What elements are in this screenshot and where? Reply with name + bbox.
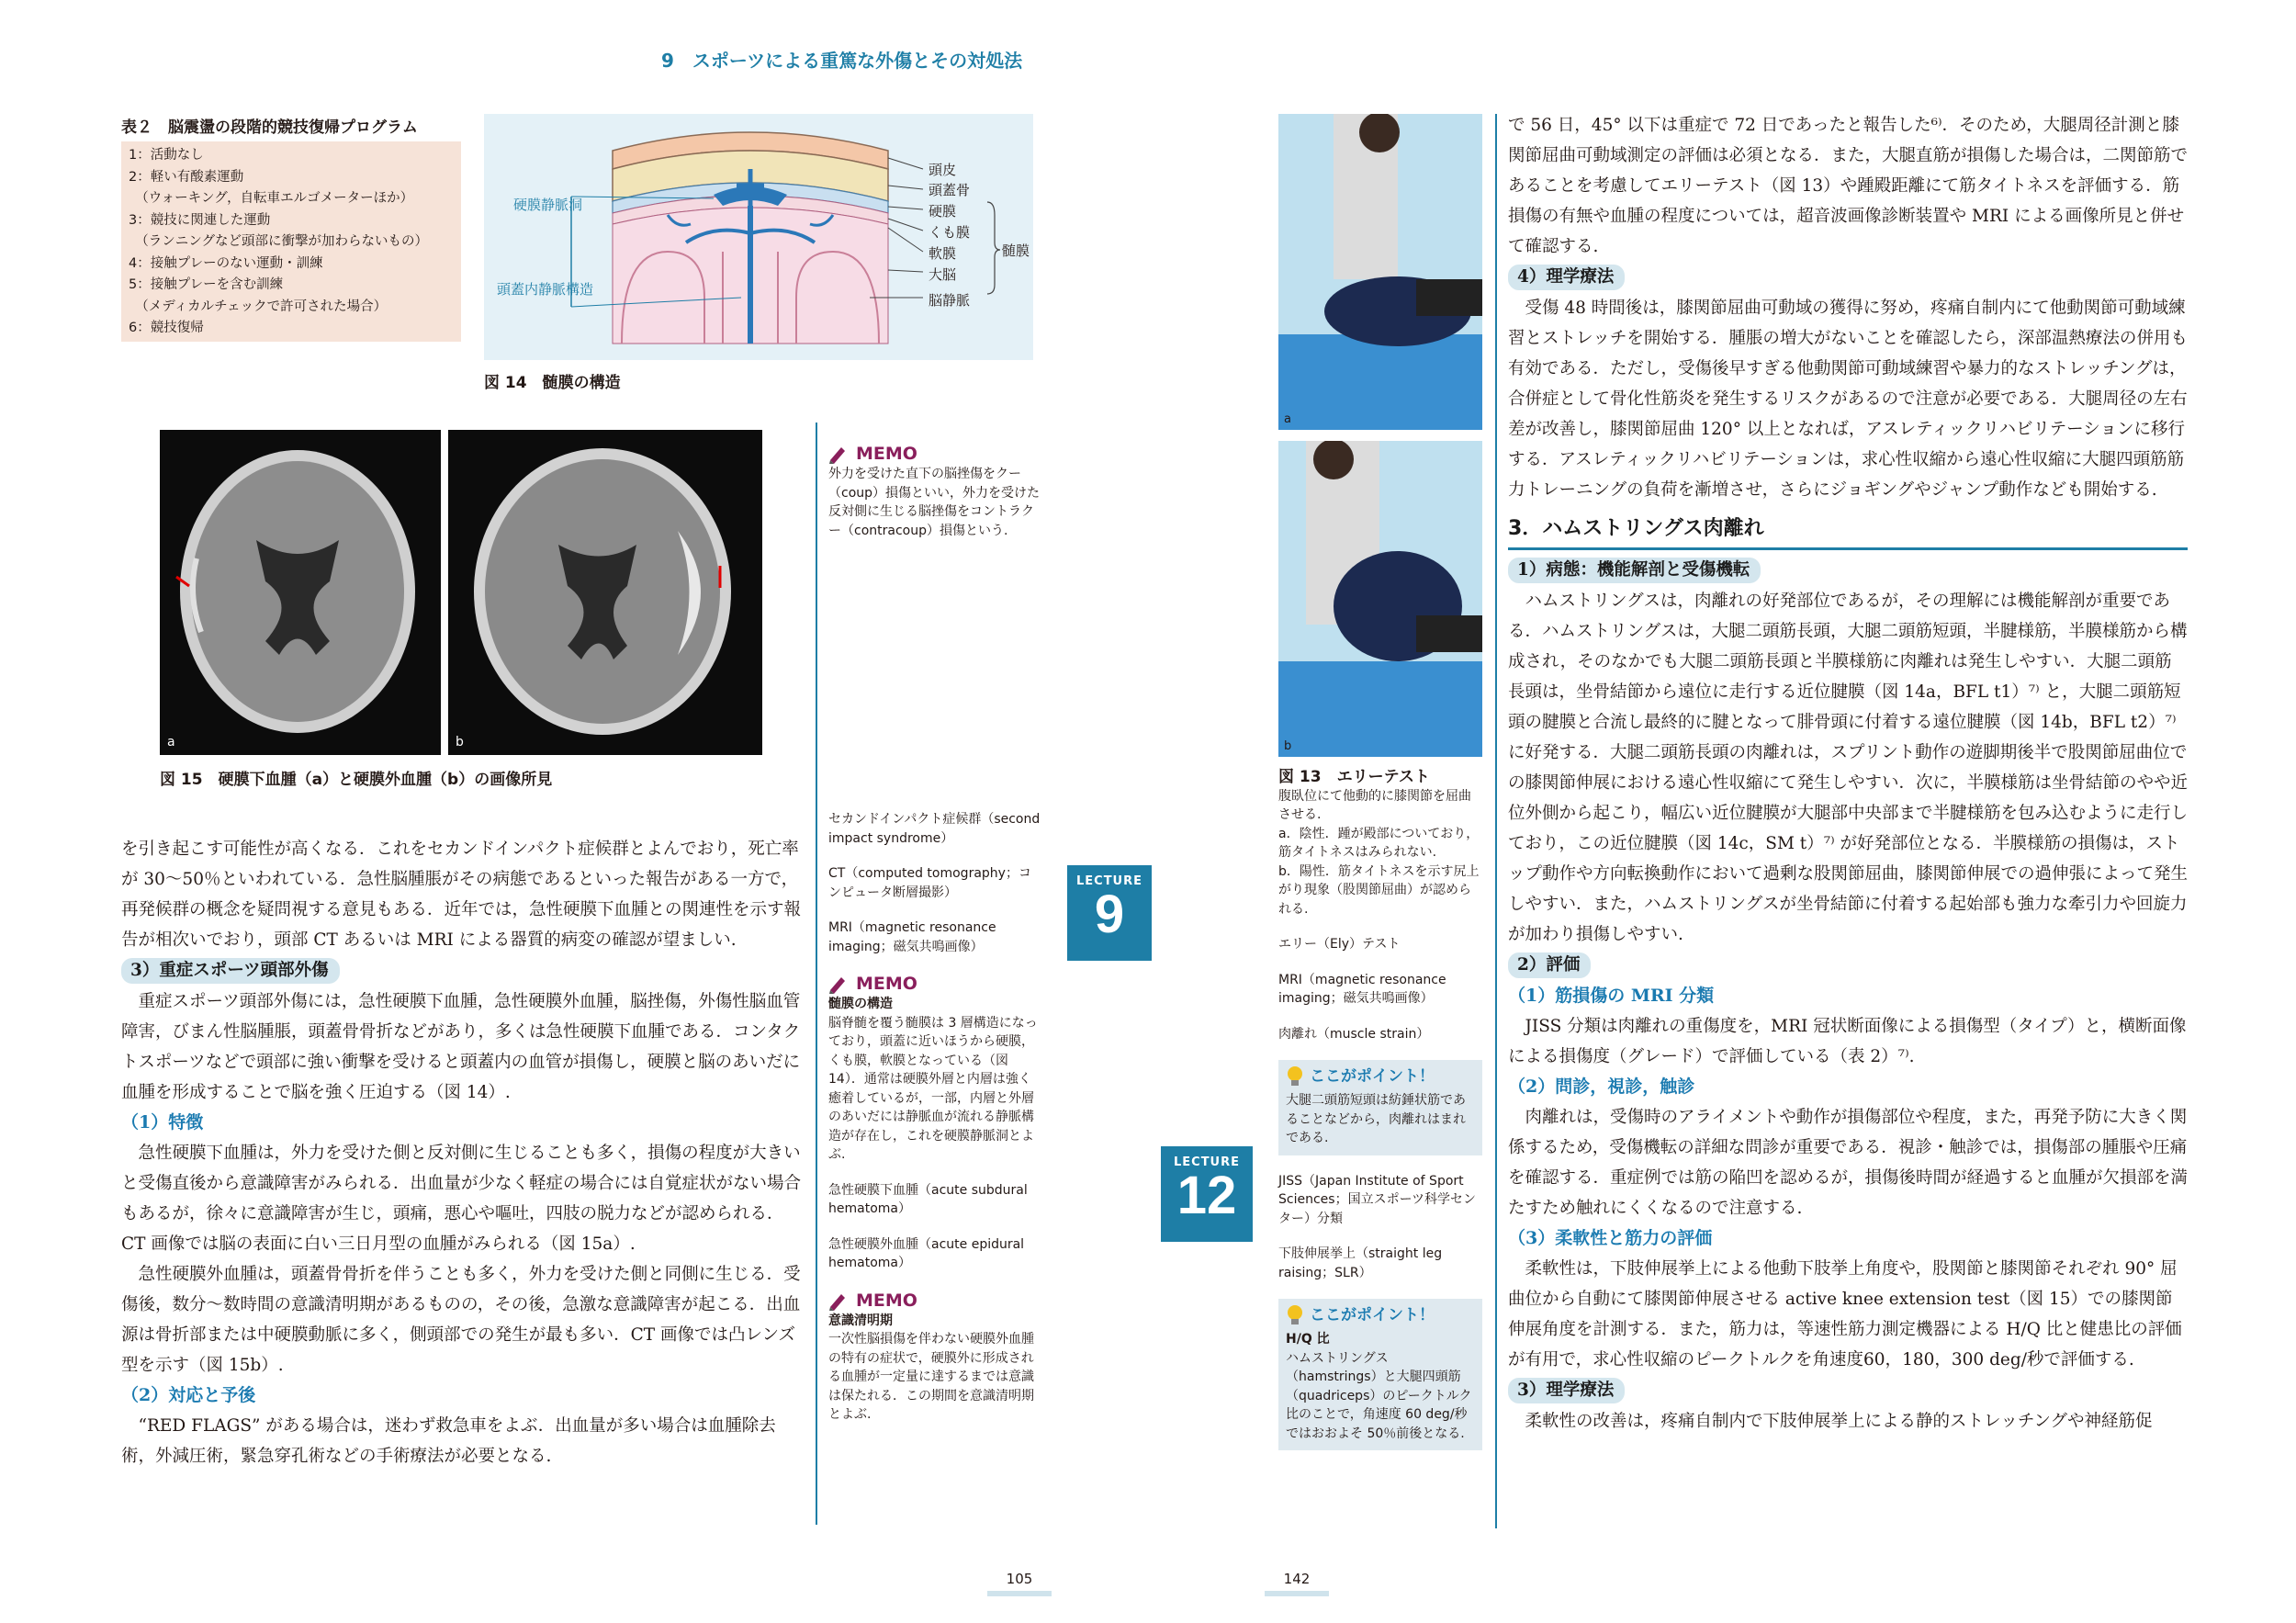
label-arachnoid: くも膜 (929, 224, 971, 241)
left-side-column (828, 443, 1041, 557)
label-dural-sinus: 硬膜静脈洞 (513, 197, 583, 213)
left-side-column-lower (828, 810, 1041, 1441)
chapter-title: 3．ハムストリングス肉離れ (1508, 517, 1764, 540)
memo-pen-icon (828, 974, 850, 994)
paragraph: 急性硬膜下血腫は，外力を受けた側と反対側に生じることも多く，損傷の程度が大きいと受傷直後から意識障害がみられる．出血量が少なく軽症の場合には自覚症状がない場合もあるが，徐々に意識障害が生じ，頭痛，悪心や嘔吐，四肢の脱力などが認められる．CT 画像では脳の表面に白い三日月型の血腫がみられる（図 15a）. (121, 1144, 802, 1254)
side-term: エリー（Ely）テスト (1278, 937, 1401, 952)
photo-a-label: a (1284, 412, 1291, 426)
lecture-label: LECTURE (1173, 1155, 1241, 1169)
memo-title: MEMO (828, 1290, 1041, 1312)
figure-13-item: a．陰性．踵が殿部についており，筋タイトネスはみられない. (1278, 826, 1480, 860)
memo-title: MEMO (828, 973, 1041, 995)
lecture-label: LECTURE (1075, 874, 1143, 888)
paragraph: 重症スポーツ頭部外傷には，急性硬膜下血腫，急性硬膜外血腫，脳挫傷，外傷性脳血管障害，びまん性脳腫脹，頭蓋骨骨折などがあり，多くは急性硬膜下血腫である．コンタクトスポーツなどで頭部に強い衝撃を受けると頭蓋内の血管が損傷し，硬膜と脳のあいだに血腫を形成することで脳を強く圧迫する（図 14）. (121, 992, 801, 1102)
table-row: （メディカルチェックで許可された場合） (129, 299, 388, 314)
side-term: 肉離れ（muscle strain） (1278, 1026, 1430, 1042)
paragraph: ハムストリングスは，肉離れの好発部位であるが，その理解には機能解剖が重要である．ハムストリングスは，大腿二頭筋長頭，大腿二頭筋短頭，半腱様筋，半膜様筋から構成され，そのなかでも大腿二頭筋長頭と半膜様筋に肉離れは発生しやすい．大腿二頭筋長頭は，坐骨結節から遠位に走行する近位腱膜（図 14a，BFL t1）⁷⁾ と，大腿二頭筋短頭の腱膜と合流し最終的に腱となって腓骨頭に付着する遠位腱膜（図 14b，BFL t2）⁷⁾ に好発する．大腿二頭筋長頭の肉離れは，スプリント動作の遊脚期後半で股関節屈曲位での膝関節伸展における遠心性収縮にて発生しやすい．次に，半膜様筋は坐骨結節のやや近位外側から起こり，幅広い近位腱膜が大腿部中央部まで半腱様筋を包み込むように走行しており，この近位腱膜（図 14c，SM t）⁷⁾ が好発部位となる．半膜様筋の損傷は，ストップ動作や方向転換動作において過剰な股関節屈曲，膝関節伸展での過伸張によって発生しやすい．また，ハムストリングスが坐骨結節に付着する起始部も強力な牽引力や回旋力が加わり損傷しやすい. (1508, 592, 2189, 944)
paragraph: JISS 分類は肉離れの重傷度を，MRI 冠状断面像による損傷型（タイプ）と，横断面像による損傷度（グレード）で評価している（表 2）⁷⁾. (1508, 1017, 2187, 1066)
lecture-number: 12 (1176, 1166, 1237, 1225)
point-subtitle: H/Q 比 (1286, 1332, 1330, 1347)
subsection-heading: （3）柔軟性と筋力の評価 (1508, 1228, 1713, 1248)
figure-13 (1278, 114, 1482, 757)
memo-text: 一次性脳損傷を伴わない硬膜外血腫の特有の症状で，硬膜外に形成される血腫が一定量に達するまでは意識は保たれる．この期間を意識清明期とよぶ. (828, 1332, 1034, 1422)
paragraph: を引き起こす可能性が高くなる．これをセカンドインパクト症候群とよんでおり，死亡率が 30〜50％といわれている．急性脳腫脹がその病態であるといった報告がある一方で，再発候群の概念を疑問視する意見もある．近年では，急性硬膜下血腫との関連性を示す報告が相次いでおり，頭部 CT あるいは MRI による器質的病変の確認が望ましい. (121, 840, 802, 950)
label-scalp: 頭皮 (929, 162, 957, 178)
subsection-heading: （1）特徴 (121, 1112, 204, 1133)
side-term: MRI（magnetic resonance imaging；磁気共鳴画像） (828, 920, 996, 954)
figure-15 (160, 430, 762, 755)
lightbulb-icon (1286, 1065, 1304, 1088)
ct-image-b (448, 430, 762, 755)
subsection-heading: （1）筋損傷の MRI 分類 (1508, 986, 1715, 1006)
figure-15-caption: 図 15 硬膜下血腫（a）と硬膜外血腫（b）の画像所見 (160, 771, 553, 789)
paragraph: 急性硬膜外血腫は，頭蓋骨骨折を伴うことも多く，外力を受けた側と同側に生じる．受傷後，数分〜数時間の意識清明期があるものの，その後，急激な意識障害が起こる．出血源は骨折部または中硬膜動脈に多く，側頭部での発生が最も多い．CT 画像では凸レンズ型を示す（図 15b）. (121, 1265, 801, 1375)
label-dura: 硬膜 (929, 203, 957, 220)
label-cerebrum: 大脳 (929, 266, 957, 283)
table-row: 1：活動なし (129, 148, 204, 163)
panel-b-label: b (456, 735, 464, 750)
side-term: 急性硬膜下血腫（acute subdural hematoma） (828, 1182, 1028, 1216)
right-main-text (1508, 110, 2188, 1437)
label-intracranial-veins: 頭蓋内静脈構造 (497, 281, 594, 298)
figure-14-caption: 図 14 髄膜の構造 (484, 374, 621, 392)
paragraph: で 56 日，45° 以下は重症で 72 日であったと報告した⁶⁾．そのため，大腿周径計測と膝関節屈曲可動域測定の評価は必須となる．また，大腿直筋が損傷した場合は，二関節筋であることを考慮してエリーテスト（図 13）や踵殿距離にて筋タイトネスを評価する．筋損傷の有無や血腫の程度については，超音波画像診断装置や MRI による画像所見と併せて確認する. (1508, 116, 2189, 256)
paragraph: 受傷 48 時間後は，膝関節屈曲可動域の獲得に努め，疼痛自制内にて他動関節可動域練習とストレッチを開始する．腫脹の増大がないことを確認したら，深部温熱療法の併用も有効である．ただし，受傷後早すぎる他動関節可動域練習や暴力的なストレッチングは，合併症として骨化性筋炎を発生するリスクがあるので注意が必要である．大腿周径の左右差が改善し，膝関節屈曲 120° 以上となれば，アスレティックリハビリテーションに移行する．アスレティックリハビリテーションは，求心性収縮から遠心性収縮に大腿四頭筋筋力トレーニングの負荷を漸増させ，さらにジョギングやジャンプ動作なども開始する. (1508, 299, 2188, 500)
column-divider (816, 423, 817, 1525)
page-number-right: 142 (1283, 1571, 1311, 1587)
running-head: 9 スポーツによる重篤な外傷とその対処法 (661, 50, 1023, 72)
memo-text: 脳脊髄を覆う髄膜は 3 層構造になっており，頭蓋に近いほうから硬膜，くも膜，軟膜となっている（図 14）．通常は硬膜外層と内層は強く癒着しているが，一部，内層と外層のあいだには静脈血が流れる静脈構造が存在し，これを硬膜静脈洞とよぶ. (828, 1015, 1038, 1162)
memo-box (828, 443, 1041, 540)
photo-b-label: b (1284, 739, 1292, 753)
lecture-tab-9 (1067, 865, 1152, 961)
table-row: 5：接触プレーを含む訓練 (129, 277, 284, 292)
label-skull: 頭蓋骨 (929, 182, 971, 198)
memo-box (828, 973, 1041, 1165)
point-title: ここがポイント！ (1286, 1065, 1475, 1088)
memo-title: MEMO (828, 443, 1041, 465)
section-heading: 1）病態：機能解剖と受傷機転 (1508, 558, 1761, 583)
memo-box (828, 1290, 1041, 1425)
figure-14 (484, 114, 1033, 360)
point-box (1278, 1060, 1482, 1155)
memo-text: 外力を受けた直下の脳挫傷をクー（coup）損傷といい，外力を受けた反対側に生じる脳挫傷をコントラクー（contracoup）損傷という. (828, 467, 1041, 538)
table-row: 6：競技復帰 (129, 321, 204, 335)
page-number-left: 105 (1006, 1571, 1033, 1587)
chapter-heading (1508, 513, 2188, 550)
left-main-text (121, 834, 801, 1471)
paragraph: 柔軟性は，下肢伸展挙上による他動下肢挙上角度や，股関節と膝関節それぞれ 90° 屈曲位から自動にて膝関節伸展させる active knee extension test（図 15）での膝関節伸展角度を計測する．また，筋力は，等速性筋力測定機器による H/Q 比と健患比の評価が有用で，求心性収縮のピークトルクを角速度60，180，300 deg/秒で評価する. (1508, 1259, 2182, 1369)
table-row: 2：軽い有酸素運動 (129, 169, 244, 185)
photo-b (1278, 441, 1482, 757)
side-term: 急性硬膜外血腫（acute epidural hematoma） (828, 1236, 1025, 1270)
memo-pen-icon (828, 1291, 850, 1311)
side-term: 下肢伸展挙上（straight leg raising；SLR） (1278, 1246, 1443, 1280)
column-divider (1495, 114, 1497, 1528)
table-row: 4：接触プレーのない運動・訓練 (129, 255, 323, 271)
panel-a-label: a (167, 735, 175, 750)
side-term: MRI（magnetic resonance imaging；磁気共鳴画像） (1278, 972, 1446, 1006)
table-row: 3：競技に関連した運動 (129, 212, 271, 228)
subsection-heading: （2）問診，視診，触診 (1508, 1076, 1695, 1097)
figure-13-caption: 図 13 エリーテスト (1278, 768, 1430, 786)
side-term: JISS（Japan Institute of Sport Sciences；国立スポーツ科学センター）分類 (1278, 1173, 1477, 1226)
point-text: ハムストリングス（hamstrings）と大腿四頭筋（quadriceps）のピークトルク比のことで，角速度 60 deg/秒ではおおよそ 50％前後となる. (1286, 1350, 1472, 1441)
table-row: （ウォーキング，自転車エルゴメーターほか） (129, 191, 414, 206)
side-term: セカンドインパクト症候群（second impact syndrome） (828, 812, 1041, 846)
section-heading: 4）理学療法 (1508, 265, 1625, 290)
point-box (1278, 1299, 1482, 1450)
section-heading: 3）重症スポーツ頭部外傷 (121, 958, 340, 984)
table-row: （ランニングなど頭部に衝撃が加わらないもの） (129, 234, 428, 249)
paragraph: 柔軟性の改善は，疼痛自制内で下肢伸展挙上による静的ストレッチングや神経筋促 (1525, 1412, 2153, 1431)
photo-a (1278, 114, 1482, 430)
lecture-number: 9 (1094, 885, 1125, 944)
section-heading: 2）評価 (1508, 952, 1591, 978)
side-term: CT（computed tomography；コンピュータ断層撮影） (828, 866, 1031, 900)
point-title: ここがポイント！ (1286, 1304, 1475, 1326)
subsection-heading: （2）対応と予後 (121, 1385, 256, 1405)
table-2 (121, 141, 461, 342)
memo-pen-icon (828, 444, 850, 464)
figure-13-description: 腹臥位にて他動的に膝関節を屈曲させる. (1278, 788, 1471, 822)
figure-13-item: b．陽性．筋タイトネスを示す尻上がり現象（股関節屈曲）が認められる. (1278, 863, 1480, 917)
label-meninges: 髄膜 (1002, 242, 1030, 259)
table-2-title: 表２ 脳震盪の段階的競技復帰プログラム (121, 118, 418, 137)
lecture-tab-12 (1161, 1146, 1253, 1242)
paragraph: “RED FLAGS” がある場合は，迷わず救急車をよぶ．出血量が多い場合は血腫除去術，外減圧術，緊急穿孔術などの手術療法が必要となる. (121, 1416, 776, 1466)
page-number-bar (987, 1591, 1052, 1596)
label-cerebral-veins: 脳静脈 (929, 292, 971, 309)
lightbulb-icon (1286, 1304, 1304, 1326)
label-pia: 軟膜 (929, 245, 957, 262)
memo-subtitle: 意識清明期 (828, 1313, 893, 1328)
right-side-column (1278, 768, 1482, 1467)
paragraph: 肉離れは，受傷時のアライメントや動作が損傷部位や程度，また，再発予防に大きく関係するため，受傷機転の詳細な問診が重要である．視診・触診では，損傷部の腫脹や圧痛を確認する．重症例では筋の陥凹を認めるが，損傷後時間が経過すると血腫が欠損部を満たすため触れにくくなるので注意する. (1508, 1108, 2189, 1218)
point-text: 大腿二頭筋短頭は紡錘状筋であることなどから，肉離れはまれである. (1286, 1093, 1466, 1145)
ct-image-a (160, 430, 441, 755)
section-heading: 3）理学療法 (1508, 1378, 1625, 1403)
memo-subtitle: 髄膜の構造 (828, 997, 893, 1011)
page-number-bar (1265, 1591, 1329, 1596)
